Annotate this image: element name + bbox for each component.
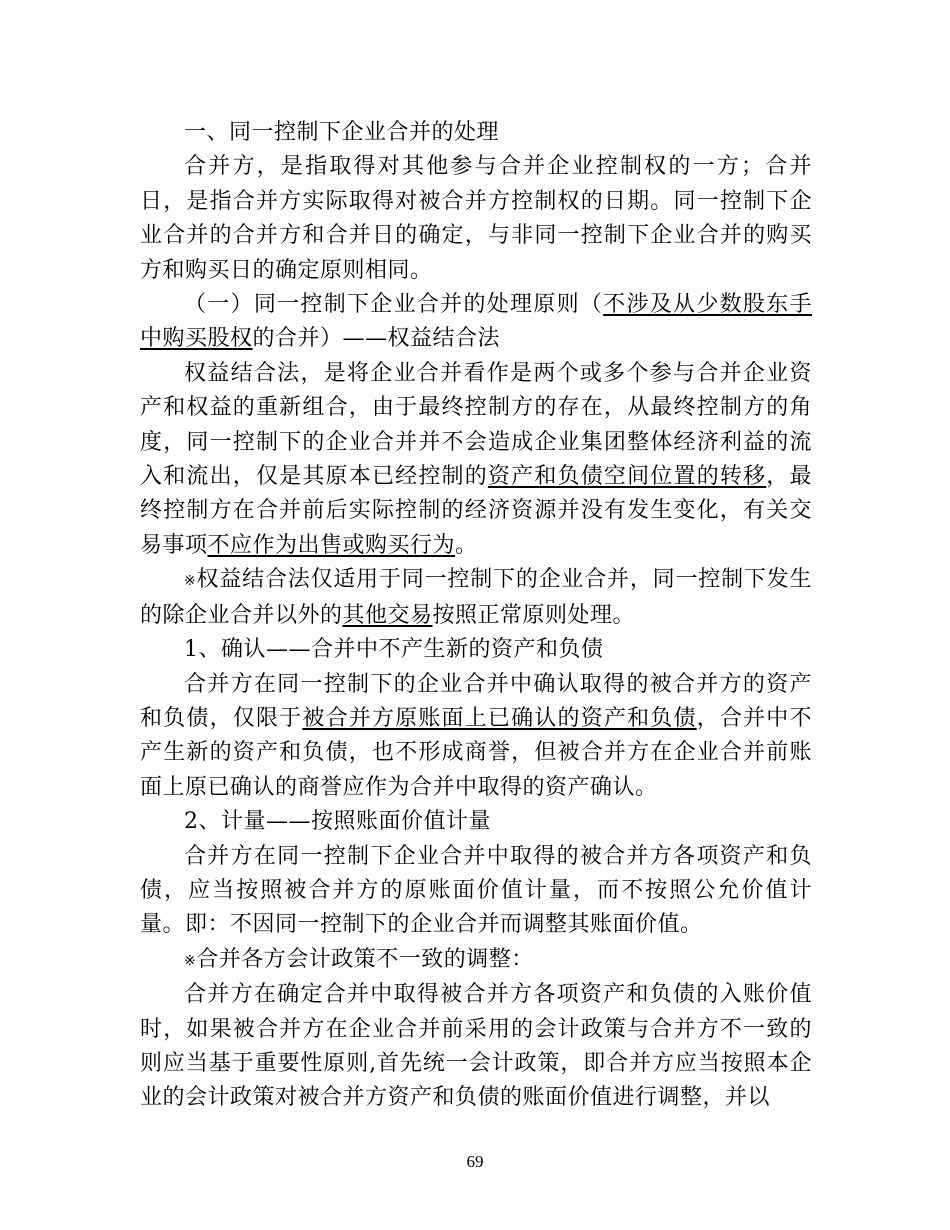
text-run: 合并方，是指取得对其他参与合并企业控制权的一方；合并日，是指合并方实际取得对被合并方控制权的日期。同一控制下企业合并的合并方和合并日的确定，与非同一控制下企业合并的购买方和购买日的确定原则相同。 <box>140 154 812 283</box>
page-number: 69 <box>466 1152 484 1171</box>
reference-mark-icon: ※ <box>184 952 197 969</box>
text-run: 。 <box>455 532 478 558</box>
paragraph <box>140 668 812 806</box>
text-run: ，最终控制方在合并前后实际控制的经济资源并没有发生变化，有关交易事项 <box>140 464 812 558</box>
document-body <box>140 116 812 1116</box>
subsection-heading <box>140 288 812 357</box>
underlined-text: 其他交易 <box>342 602 433 628</box>
text-run: 合并方在确定合并中取得被合并方各项资产和负债的入账价值时，如果被合并方在企业合并前采用的会计政策与合并方不一致的则应当基于重要性原则,首先统一会计政策，即合并方应当按照本企业的会计政策对被合并方资产和负债的账面价值进行调整，并以 <box>140 982 812 1111</box>
item-heading-measurement <box>140 805 812 839</box>
note-paragraph <box>140 563 812 633</box>
text-run: 1、确认——合并中不产生新的资产和负债 <box>184 637 604 663</box>
item-heading-recognition <box>140 633 812 667</box>
paragraph <box>140 840 812 943</box>
text-run: 一、同一控制下企业合并的处理 <box>184 120 500 145</box>
text-run: 合并方在同一控制下企业合并中取得的被合并方各项资产和负债，应当按照被合并方的原账面价值计量，而不按照公允价值计量。即：不因同一控制下的企业合并而调整其账面价值。 <box>140 843 812 938</box>
note-paragraph <box>140 943 812 978</box>
text-run: 合并各方会计政策不一致的调整： <box>196 946 534 972</box>
text-run: 的合并）——权益结合法 <box>252 326 501 352</box>
reference-mark-icon: ※ <box>184 573 197 590</box>
paragraph <box>140 150 812 288</box>
paragraph <box>140 357 812 563</box>
underlined-text: 不涉及从少数股东手中购买股权 <box>140 292 812 352</box>
underlined-text: 资产和负债空间位置的转移 <box>487 464 767 490</box>
text-run: ，合并中不产生新的资产和负债，也不形成商誉，但被合并方在企业合并前账面上原已确认的商誉应作为合并中取得的资产确认。 <box>140 705 812 800</box>
underlined-text: 不应作为出售或购买行为 <box>207 532 456 558</box>
text-run: 2、计量——按照账面价值计量 <box>184 809 491 835</box>
text-run: 合并方在同一控制下的企业合并中确认取得的被合并方的资产和负债，仅限于 <box>140 671 812 731</box>
text-run: （一）同一控制下企业合并的处理原则（ <box>184 292 604 318</box>
text-run: 权益结合法，是将企业合并看作是两个或多个参与合并企业资产和权益的重新组合，由于最终控制方的存在，从最终控制方的角度，同一控制下的企业合并并不会造成企业集团整体经济利益的流入和流出，仅是其原本已经控制的 <box>140 360 812 490</box>
underlined-text: 被合并方原账面上已确认的资产和负债 <box>302 705 697 731</box>
section-heading <box>140 116 812 150</box>
paragraph <box>140 978 812 1116</box>
text-run: 权益结合法仅适用于同一控制下的企业合并，同一控制下发生的除企业合并以外的 <box>140 567 812 628</box>
text-run: 按照正常原则处理。 <box>432 602 636 628</box>
